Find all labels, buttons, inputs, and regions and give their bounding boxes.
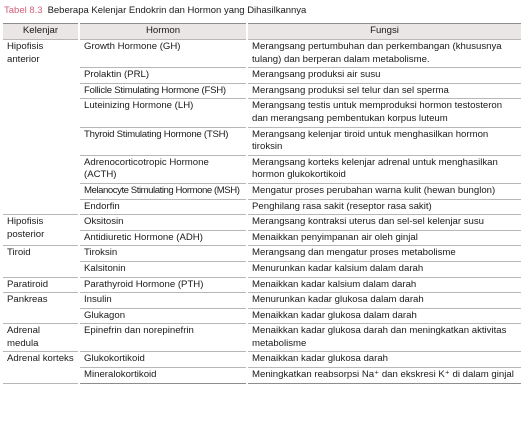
- function-cell: Merangsang kelenjar tiroid untuk menghasilkan hormon tiroksin: [247, 127, 521, 155]
- table-row: [3, 183, 521, 199]
- hormone-cell: Adrenocorticotropic Hormone (ACTH): [79, 155, 247, 183]
- gland-cell: Paratiroid: [3, 277, 79, 293]
- hormone-cell: Oksitosin: [79, 215, 247, 231]
- table-row: [3, 230, 521, 246]
- table-row: [3, 324, 521, 352]
- function-cell: Merangsang pertumbuhan dan perkembangan (khususnya tulang) dan berperan dalam metabolisme.: [247, 40, 521, 68]
- hormone-cell: Glukagon: [79, 308, 247, 324]
- table-title: Beberapa Kelenjar Endokrin dan Hormon yang Dihasilkannya: [47, 5, 307, 16]
- endocrine-table: [3, 23, 521, 384]
- hormone-cell: Kalsitonin: [79, 261, 247, 277]
- function-cell: Menaikkan penyimpanan air oleh ginjal: [247, 230, 521, 246]
- table-row: [3, 215, 521, 231]
- table-row: [3, 155, 521, 183]
- function-cell: Meningkatkan reabsorpsi Na⁺ dan ekskresi K⁺ di dalam ginjal: [247, 368, 521, 384]
- table-row: [3, 68, 521, 84]
- hormone-cell: Follicle Stimulating Hormone (FSH): [79, 83, 247, 99]
- function-cell: Menurunkan kadar kalsium dalam darah: [247, 261, 521, 277]
- gland-cell: Hipofisis posterior: [3, 215, 79, 246]
- function-cell: Merangsang dan mengatur proses metabolisme: [247, 246, 521, 262]
- function-cell: Menaikkan kadar glukosa darah dan meningkatkan aktivitas metabolisme: [247, 324, 521, 352]
- hormone-cell: Antidiuretic Hormone (ADH): [79, 230, 247, 246]
- hormone-cell: Parathyroid Hormone (PTH): [79, 277, 247, 293]
- table-row: [3, 40, 521, 68]
- function-cell: Penghilang rasa sakit (reseptor rasa sakit): [247, 199, 521, 215]
- table-row: [3, 261, 521, 277]
- hormone-cell: Mineralokortikoid: [79, 368, 247, 384]
- table-row: [3, 368, 521, 384]
- table-caption: [4, 5, 306, 16]
- hormone-cell: Insulin: [79, 293, 247, 309]
- function-cell: Merangsang testis untuk memproduksi hormon testosteron dan merangsang pembentukan korpus luteum: [247, 99, 521, 127]
- header-row: [3, 24, 521, 40]
- table-row: [3, 127, 521, 155]
- hormone-cell: Epinefrin dan norepinefrin: [79, 324, 247, 352]
- table-row: [3, 199, 521, 215]
- table-row: [3, 277, 521, 293]
- function-cell: Merangsang korteks kelenjar adrenal untuk menghasilkan hormon glukokortikoid: [247, 155, 521, 183]
- gland-cell: Adrenal medula: [3, 324, 79, 352]
- function-cell: Menaikkan kadar glukosa dalam darah: [247, 308, 521, 324]
- hormone-cell: Tiroksin: [79, 246, 247, 262]
- table-row: [3, 293, 521, 309]
- hormone-cell: Endorfin: [79, 199, 247, 215]
- hormone-cell: Melanocyte Stimulating Hormone (MSH): [79, 183, 247, 199]
- hormone-cell: Luteinizing Hormone (LH): [79, 99, 247, 127]
- table-row: [3, 83, 521, 99]
- function-cell: Merangsang produksi air susu: [247, 68, 521, 84]
- function-cell: Mengatur proses perubahan warna kulit (hewan bunglon): [247, 183, 521, 199]
- gland-cell: Pankreas: [3, 293, 79, 324]
- hormone-cell: Prolaktin (PRL): [79, 68, 247, 84]
- gland-cell: Hipofisis anterior: [3, 40, 79, 215]
- header-function: Fungsi: [247, 24, 521, 40]
- function-cell: Menaikkan kadar glukosa darah: [247, 352, 521, 368]
- hormone-cell: Growth Hormone (GH): [79, 40, 247, 68]
- table-row: [3, 246, 521, 262]
- hormone-cell: Glukokortikoid: [79, 352, 247, 368]
- table-row: [3, 352, 521, 368]
- table-row: [3, 308, 521, 324]
- function-cell: Menurunkan kadar glukosa dalam darah: [247, 293, 521, 309]
- function-cell: Merangsang kontraksi uterus dan sel-sel kelenjar susu: [247, 215, 521, 231]
- header-hormone: Hormon: [79, 24, 247, 40]
- hormone-cell: Thyroid Stimulating Hormone (TSH): [79, 127, 247, 155]
- header-gland: Kelenjar: [3, 24, 79, 40]
- function-cell: Merangsang produksi sel telur dan sel sperma: [247, 83, 521, 99]
- gland-cell: Adrenal korteks: [3, 352, 79, 383]
- table-row: [3, 99, 521, 127]
- function-cell: Menaikkan kadar kalsium dalam darah: [247, 277, 521, 293]
- table-number: Tabel 8.3: [4, 5, 43, 16]
- gland-cell: Tiroid: [3, 246, 79, 277]
